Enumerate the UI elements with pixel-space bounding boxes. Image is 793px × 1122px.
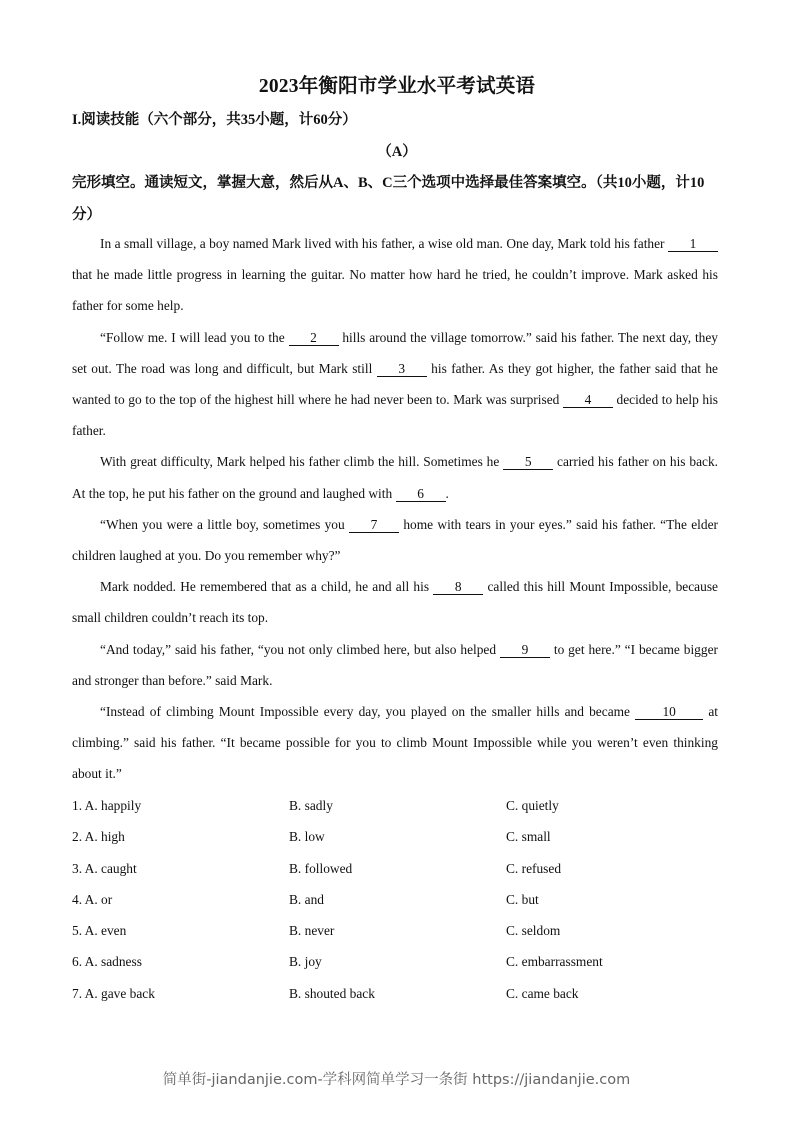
option-b: B. never — [289, 923, 335, 939]
passage-text: called this hill Mount Impossible, because small children couldn’t reach its top. — [72, 579, 718, 626]
passage-text: that he made little progress in learning the guitar. No matter how hard he tried, he couldn’t improve. Mark asked his father for some help. — [72, 267, 718, 314]
passage-text: “And today,” said his father, “you not only climbed here, but also helped — [100, 641, 500, 657]
paragraph — [72, 634, 718, 696]
option-c: C. embarrassment — [506, 954, 603, 970]
part-label: （A） — [377, 144, 417, 160]
option-a: 1. A. happily — [72, 798, 142, 813]
instructions: 完形填空。通读短文，掌握大意，然后从A、B、C三个选项中选择最佳答案填空。（共10小题，计10分） — [72, 175, 705, 223]
option-c: C. seldom — [506, 923, 561, 939]
question-row-4 — [72, 884, 722, 915]
blank-10: 10 — [635, 704, 703, 720]
passage-text: decided to help his father. — [72, 392, 718, 439]
footer-watermark: 简单街-jiandanjie.com-学科网简单学习一条街 https://jiandanjie.com — [162, 1072, 631, 1088]
passage-text: “When you were a little boy, sometimes you — [100, 516, 350, 532]
passage-text: his father. As they got higher, the father said that he wanted to go to the top of the highest hill where he had never been to. Mark was surprised — [72, 360, 718, 408]
option-b: B. and — [289, 891, 324, 907]
question-row-6 — [72, 946, 722, 977]
blank-1: 1 — [668, 236, 718, 252]
option-a: 3. A. caught — [72, 860, 137, 876]
option-c: C. but — [506, 891, 539, 907]
question-row-7 — [72, 978, 722, 1009]
option-b: B. joy — [289, 954, 322, 970]
answer-options — [72, 790, 722, 1009]
passage-text: hills around the village tomorrow.” said his father. The next day, they set out. The road was long and difficult, but Mark still — [72, 329, 718, 376]
blank-3: 3 — [377, 361, 427, 377]
question-row-2 — [72, 821, 722, 852]
passage-text: Mark nodded. He remembered that as a child, he and all his — [100, 579, 434, 595]
cloze-passage — [72, 228, 718, 790]
passage-text: In a small village, a boy named Mark lived with his father, a wise old man. One day, Mark told his father — [100, 236, 668, 251]
passage-text: “Instead of climbing Mount Impossible every day, you played on the smaller hills and became — [100, 704, 636, 720]
blank-4: 4 — [563, 392, 613, 408]
paragraph — [72, 509, 718, 571]
paragraph — [72, 696, 718, 790]
option-c: C. small — [506, 829, 551, 845]
blank-7: 7 — [349, 517, 399, 533]
blank-2: 2 — [289, 330, 339, 346]
option-b: B. sadly — [289, 798, 333, 813]
passage-text: . — [445, 485, 449, 501]
option-c: C. quietly — [506, 798, 559, 813]
option-c: C. came back — [506, 985, 579, 1001]
option-c: C. refused — [506, 860, 562, 876]
blank-5: 5 — [503, 454, 553, 470]
passage-text: carried his father on his back. At the top, he put his father on the ground and laughed with — [72, 454, 718, 501]
paragraph — [72, 571, 718, 633]
section-heading: I.阅读技能（六个部分，共35小题，计60分） — [72, 112, 357, 128]
paragraph — [72, 322, 718, 447]
question-row-3 — [72, 853, 722, 884]
page-title: 2023年衡阳市学业水平考试英语 — [258, 76, 536, 97]
option-a: 6. A. sadness — [72, 954, 142, 970]
question-row-5 — [72, 915, 722, 946]
option-a: 5. A. even — [72, 923, 127, 939]
passage-text: “Follow me. I will lead you to the — [100, 329, 289, 345]
option-a: 7. A. gave back — [72, 985, 155, 1001]
blank-9: 9 — [500, 642, 550, 658]
paragraph — [72, 228, 718, 322]
passage-text: to get here.” “I became bigger and stronger than before.” said Mark. — [72, 641, 718, 688]
option-b: B. followed — [289, 860, 353, 876]
question-row-1 — [72, 790, 722, 821]
blank-8: 8 — [433, 579, 483, 595]
option-a: 2. A. high — [72, 829, 125, 845]
blank-6: 6 — [396, 486, 446, 502]
option-a: 4. A. or — [72, 891, 113, 907]
passage-text: With great difficulty, Mark helped his father climb the hill. Sometimes he — [100, 454, 504, 470]
option-b: B. shouted back — [289, 985, 375, 1001]
option-b: B. low — [289, 829, 325, 845]
passage-text: home with tears in your eyes.” said his father. “The elder children laughed at you. Do you remember why?” — [72, 516, 718, 564]
paragraph — [72, 446, 718, 508]
passage-text: at climbing.” said his father. “It became possible for you to climb Mount Impossible while you weren’t even thinking about it.” — [72, 704, 719, 782]
